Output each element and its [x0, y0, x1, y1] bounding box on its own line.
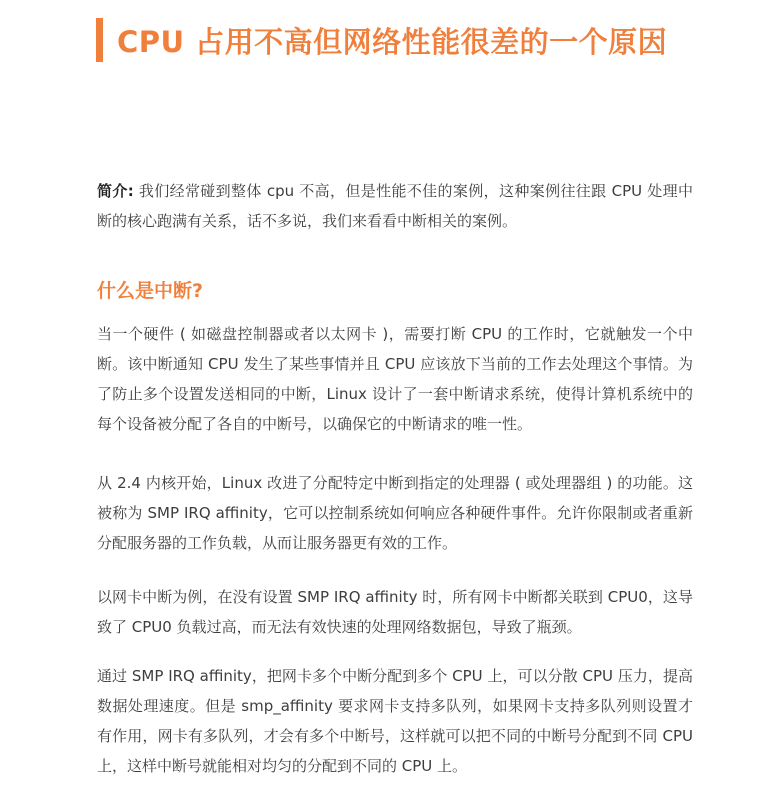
- title-accent-bar: [96, 18, 103, 62]
- intro-label: 简介:: [97, 182, 134, 200]
- section-heading: 什么是中断?: [97, 280, 204, 302]
- body-paragraph-4: 通过 SMP IRQ affinity，把网卡多个中断分配到多个 CPU 上，可以分散 CPU 压力，提高数据处理速度。但是 smp_affinity 要求网卡支持多队列，如果网卡支持多队列则设置才有作用，网卡有多队列，才会有多个中断号，这样就可以把不同的中断号分配到不同 CPU 上，这样中断号就能相对均匀的分配到不同的 CPU 上。: [97, 667, 693, 775]
- title-block: [96, 18, 667, 62]
- page-title: CPU 占用不高但网络性能很差的一个原因: [117, 24, 668, 59]
- body-paragraph-1: 当一个硬件 ( 如磁盘控制器或者以太网卡 )，需要打断 CPU 的工作时，它就触发一个中断。该中断通知 CPU 发生了某些事情并且 CPU 应该放下当前的工作去处理这个事情。为了防止多个设置发送相同的中断，Linux 设计了一套中断请求系统，使得计算机系统中的每个设备被分配了各自的中断号，以确保它的中断请求的唯一性。: [97, 325, 693, 433]
- body-paragraph-3: 以网卡中断为例，在没有设置 SMP IRQ affinity 时，所有网卡中断都关联到 CPU0，这导致了 CPU0 负载过高，而无法有效快速的处理网络数据包，导致了瓶颈。: [97, 588, 693, 636]
- intro-text: 我们经常碰到整体 cpu 不高，但是性能不佳的案例，这种案例往往跟 CPU 处理中断的核心跑满有关系，话不多说，我们来看看中断相关的案例。: [97, 182, 694, 230]
- intro-paragraph: [97, 176, 693, 236]
- body-paragraph-2: 从 2.4 内核开始，Linux 改进了分配特定中断到指定的处理器 ( 或处理器组 ) 的功能。这被称为 SMP IRQ affinity，它可以控制系统如何响应各种硬件事件。允许你限制或者重新分配服务器的工作负载，从而让服务器更有效的工作。: [97, 474, 693, 552]
